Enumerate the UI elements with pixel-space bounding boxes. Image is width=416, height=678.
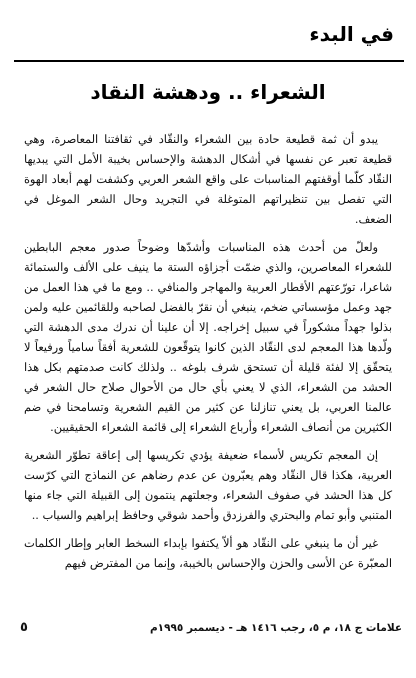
section-header (18, 14, 398, 54)
article-body (24, 130, 392, 582)
section-title: في البدء (309, 22, 394, 46)
article-title: الشعراء .. ودهشة النقاد (90, 80, 326, 104)
paragraph-4: غير أن ما ينبغي على النقّاد هو ألاّ يكتفوا بإبداء السخط العابر وإطار الكلمات المعبّرة عن الأسى والحزن والإحساس بالخيبة، وإنما من المفترض فيهم (24, 537, 392, 570)
paragraph-3: إن المعجم تكريس لأسماء ضعيفة يؤدي تكريسها إلى إعاقة تطوّر الشعرية العربية، هكذا قال النقّاد وهم يعبّرون عن عدم رضاهم عن النماذج التي كرّست كل هذا الحشد في صفوف الشعراء، وجعلتهم ينتمون إلى القبيلة التي جاء منها المتنبي وأبو تمام والبحتري والفرزدق وأحمد شوقي وحافظ إبراهيم والسياب .. (24, 449, 392, 522)
issue-info: علامات ج ١٨، م ٥، رجب ١٤١٦ هـ - ديسمبر ١٩٩٥م (149, 621, 402, 634)
header-rule (14, 60, 404, 62)
page-footer (14, 620, 402, 635)
paragraph-1: يبدو أن ثمة قطيعة حادة بين الشعراء والنقّاد في ثقافتنا المعاصرة، وهي قطيعة تعبر عن نفسها في أشكال الدهشة والإحساس بخيبة الأمل التي يبديها النقّاد كلّما أوقفتهم المناسبات على واقع الشعر العربي وكشفت لهم أبعاد الهوة التي تفصل بين تنظيراتهم المتوغلة في التجريد وحال الشعر الموغل في الضعف. (24, 133, 392, 226)
paragraph-2: ولعلّ من أحدث هذه المناسبات وأشدّها وضوحاً صدور معجم البابطين للشعراء المعاصرين، والذي ضمّت أجزاؤه الستة ما ينيف على الألف والستمائة شاعرا، تورّعتهم الأقطار العربية والمهاجر والمنافي .. ومع ما في هذا العمل من جهد وعمل مؤسساتي ضخم، ينبغي أن نقرّ بالفضل لصاحبه وللقائمين عليه ولمن بذلوا جهداً مشكوراً في سبيل إخراجه. إلا أن علينا أن ندرك مدى الدهشة التي ولّدها هذا المعجم لدى النقّاد الذين كانوا يتوقّعون للشعرية أفقاً سامياً ورفيعاً لا يتحقّق إلا لفئة قليلة أن تستحق شرف بلوغه .. ولذلك كانت صدمتهم بكل هذا الحشد من الشعراء، الذي لا يعني بأي حال من الأحوال صلاح حال الشعر في عالمنا العربي، بل يعني تنازلنا عن كثير من القيم الشعرية وتسامحنا في ضم الكثيرين من أنصاف الشعراء وأرباع الشعراء إلى قائمة الشعراء الحقيقيين. (24, 241, 392, 434)
page-number: ٥ (20, 620, 28, 635)
